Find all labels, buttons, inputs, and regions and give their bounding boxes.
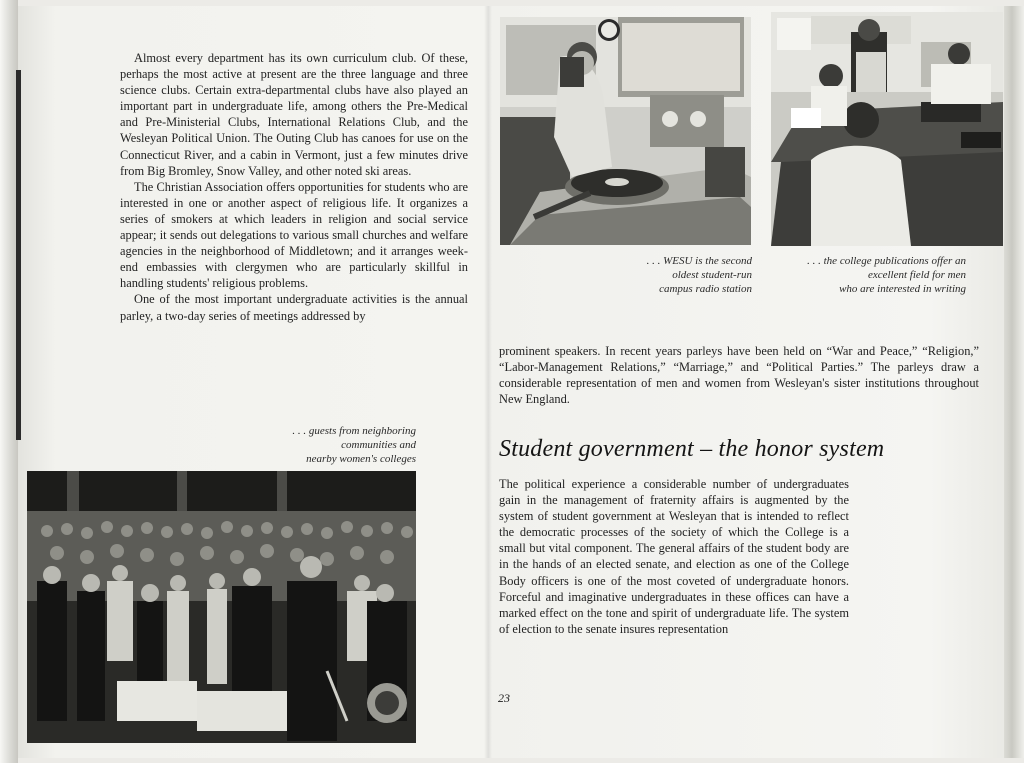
photo-dance-hall <box>27 471 416 743</box>
section-heading: Student government – the honor system <box>499 436 885 462</box>
caption-line: . . . guests from neighboring <box>292 425 416 437</box>
caption-guests <box>250 424 416 466</box>
paragraph-curriculum-clubs: Almost every department has its own curriculum club. Of these, perhaps the most active at present are the three language and three science clubs. Certain extra-departmental clubs have also played an important part in undergraduate life, among others the Pre-Medical and Pre-Ministerial Clubs, International Relations Club, and the Wesleyan Political Union. The Outing Club has canoes for use on the Connecticut River, and a cabin in Vermont, just a few minutes drive from Big Bromley, Snow Valley, and other noted ski areas. <box>120 51 468 178</box>
radio-station-illustration <box>500 17 751 245</box>
paragraph-parley-continued: prominent speakers. In recent years parleys have been held on “War and Peace,” “Religion,” “Labor-Management Relations,” “Marriage,” and “Political Parties.” The parleys draw a considerable representation of men and women from Wesleyan's sister institutions throughout New England. <box>499 344 979 407</box>
right-page-edge <box>1004 6 1024 758</box>
page-number: 23 <box>498 691 510 705</box>
caption-line: excellent field for men <box>867 269 966 281</box>
caption-line: . . . WESU is the second <box>646 255 752 267</box>
publications-illustration <box>771 12 1003 246</box>
caption-line: nearby women's colleges <box>306 453 416 465</box>
margin-shadow <box>16 70 21 440</box>
caption-college-publications <box>770 254 966 296</box>
caption-radio-station <box>600 254 752 296</box>
dance-hall-illustration <box>27 471 416 743</box>
caption-line: communities and <box>341 439 416 451</box>
paragraph-christian-association: The Christian Association offers opportunities for students who are interested in one or another aspect of religious life. It organizes a series of smokers at which leaders in religion and social service appear; it sends out delegations to various small churches and welfare agencies in the neighborhood of Middletown; and it arranges week-end embassies with clergymen who are particularly skillful in handling students' religious problems. <box>120 179 468 291</box>
caption-line: . . . the college publications offer an <box>807 255 966 267</box>
page-gutter <box>484 6 492 758</box>
photo-radio-station <box>500 17 751 245</box>
photo-college-publications <box>771 12 1003 246</box>
left-column-text <box>120 50 468 324</box>
right-column-parley-text <box>499 343 979 407</box>
paragraph-student-government: The political experience a considerable number of undergraduates gain in the management of fraternity affairs is augmented by the system of student government at Wesleyan that is intended to reflect the democratic processes of the society of which the College is a small but vital component. The general affairs of the student body are in the hands of an elected senate, and election as one of the College Body officers is one of the most coveted of undergraduate honors. Forceful and imaginative undergraduates in these offices can have a marked effect on the tone and spirit of undergraduate life. The system of election to the senate insures representation <box>499 477 849 636</box>
right-column-student-government-text <box>499 476 849 637</box>
caption-line: who are interested in writing <box>839 283 966 295</box>
paragraph-annual-parley: One of the most important undergraduate activities is the annual parley, a two-day series of meetings addressed by <box>120 292 468 323</box>
caption-line: oldest student-run <box>672 269 752 281</box>
caption-line: campus radio station <box>659 283 752 295</box>
